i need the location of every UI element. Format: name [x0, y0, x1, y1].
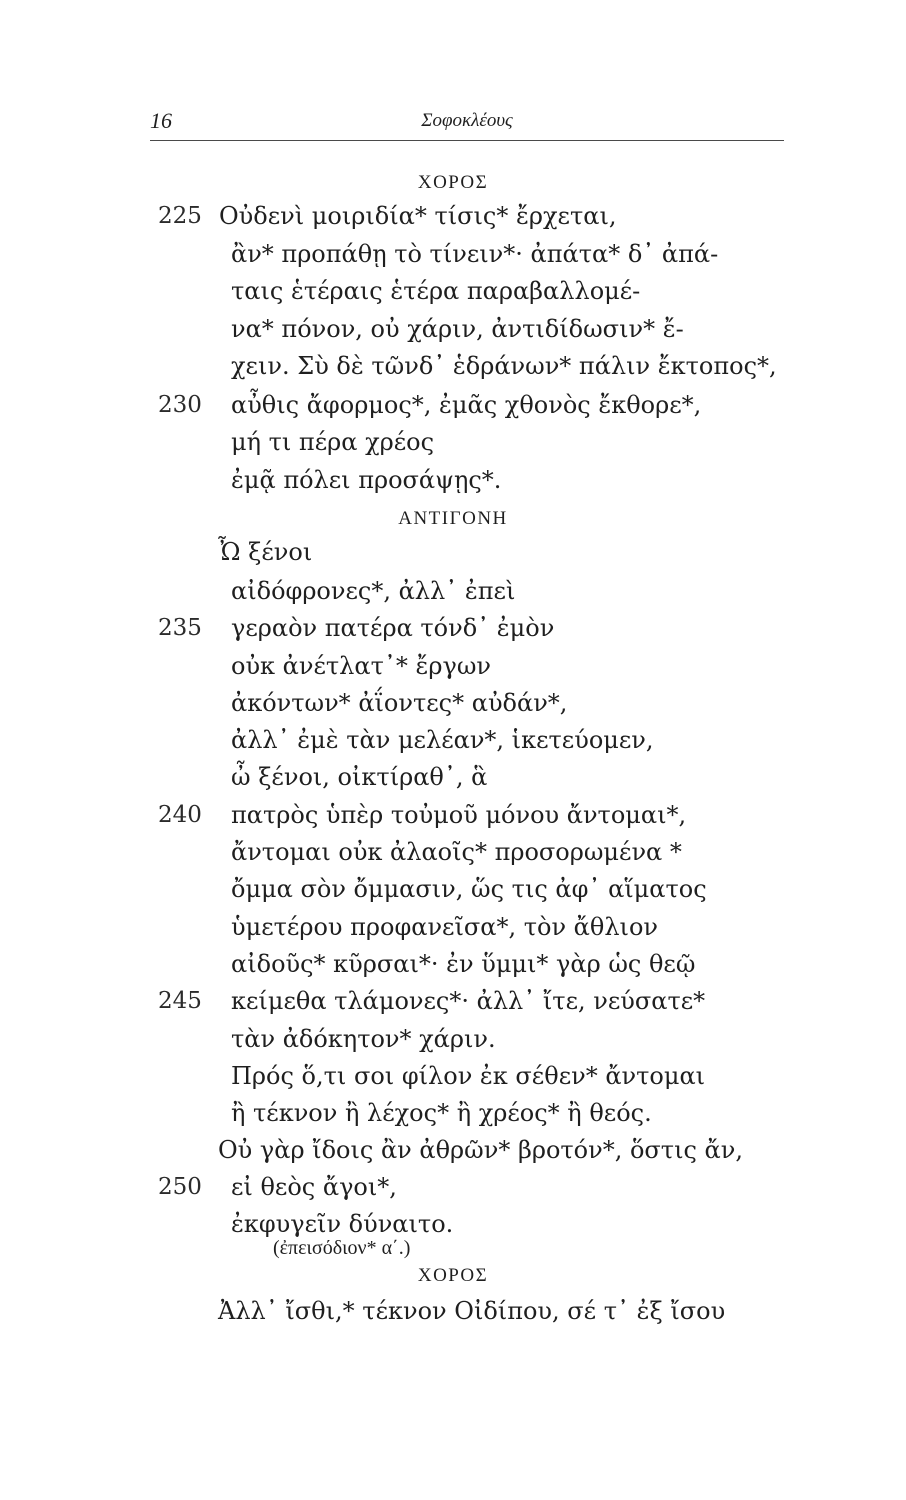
- speaker-heading: ΧΟΡΟΣ: [417, 172, 489, 193]
- verse-text: χειν. Σὺ δὲ τῶνδ᾽ ἑδράνων* πάλιν ἔκτοπος*,: [231, 352, 777, 380]
- verse-text: ταις ἑτέραις ἑτέρα παραβαλλομέ-: [231, 277, 641, 305]
- page-header: [150, 98, 784, 148]
- verse-line: [0, 796, 906, 834]
- verse-text: Πρός ὅ,τι σοι φίλον ἐκ σέθεν* ἄντομαι: [231, 1062, 706, 1090]
- verse-text: αἰδόφρονες*, ἀλλ᾽ ἐπεὶ: [231, 577, 516, 605]
- verse-text: μή τι πέρα χρέος: [231, 428, 435, 456]
- verse-line: [0, 386, 906, 424]
- verse-line: [0, 1131, 906, 1169]
- speaker-heading: ΑΝΤΙΓΟΝΗ: [398, 508, 508, 529]
- verse-text: αὖθις ἄφορμος*, ἐμᾶς χθονὸς ἔκθορε*,: [231, 391, 702, 419]
- verse-line: [0, 684, 906, 722]
- verse-line: [0, 982, 906, 1020]
- running-title: Σοφοκλέους: [421, 110, 513, 131]
- verse-text: ἄντομαι οὐκ ἀλαοῖς* προσορωμένα *: [231, 838, 682, 866]
- verse-line: [0, 235, 906, 273]
- verse-text: ἢ τέκνον ἢ λέχος* ἢ χρέος* ἢ θεός.: [231, 1099, 652, 1127]
- verse-line: [0, 721, 906, 759]
- verse-text: ἐμᾷ πόλει προσάψῃς*.: [231, 466, 502, 494]
- verse-text: εἰ θεὸς ἄγοι*,: [231, 1173, 397, 1201]
- verse-line: [0, 1020, 906, 1058]
- stage-direction: (ἐπεισόδιον* α΄.): [273, 1237, 411, 1259]
- line-number: 235: [158, 615, 202, 641]
- verse-text: Ἀλλ᾽ ἴσθι,* τέκνον Οἰδίπου, σέ τ᾽ ἐξ ἴσου: [218, 1297, 726, 1325]
- verse-text: να* πόνον, οὐ χάριν, ἀντιδίδωσιν* ἔ-: [231, 315, 684, 343]
- speaker-heading: ΧΟΡΟΣ: [417, 1265, 489, 1286]
- verse-text: αἰδοῦς* κῦρσαι*· ἐν ὕμμι* γὰρ ὡς θεῷ: [231, 950, 696, 978]
- line-number: 245: [158, 988, 202, 1014]
- verse-line: [0, 870, 906, 908]
- verse-text: κείμεθα τλάμονες*· ἀλλ᾽ ἴτε, νεύσατε*: [231, 987, 706, 1015]
- verse-line: [0, 423, 906, 461]
- line-number: 230: [158, 392, 202, 418]
- verse-text: γεραὸν πατέρα τόνδ᾽ ἐμὸν: [231, 614, 555, 642]
- verse-text: οὐκ ἀνέτλατ᾽* ἔργων: [231, 652, 491, 680]
- verse-line: [0, 945, 906, 983]
- line-number: 250: [158, 1174, 202, 1200]
- line-number: 240: [158, 802, 202, 828]
- verse-text: πατρὸς ὑπὲρ τοὐμοῦ μόνου ἄντομαι*,: [231, 801, 687, 829]
- verse-line: [0, 647, 906, 685]
- page-number: 16: [150, 108, 172, 133]
- verse-line: [0, 908, 906, 946]
- verse-text: ὦ ξένοι, οἰκτίραθ᾽, ἃ: [231, 763, 488, 791]
- verse-line: [0, 758, 906, 796]
- header-rule: [150, 140, 784, 141]
- verse-text: τὰν ἀδόκητον* χάριν.: [231, 1025, 496, 1053]
- verse-text: ὄμμα σὸν ὄμμασιν, ὥς τις ἀφ᾽ αἵματος: [231, 875, 707, 903]
- verse-line: [0, 461, 906, 499]
- verse-text: Οὐ γὰρ ἴδοις ἂν ἀθρῶν* βροτόν*, ὅστις ἄν,: [218, 1136, 743, 1164]
- verse-line: [0, 609, 906, 647]
- verse-line: [0, 533, 906, 571]
- verse-text: Οὐδενὶ μοιριδία* τίσις* ἔρχεται,: [219, 202, 617, 230]
- line-number: 225: [158, 203, 202, 229]
- verse-line: [0, 1292, 906, 1330]
- verse-text: ἐκφυγεῖν δύναιτο.: [231, 1210, 454, 1238]
- verse-text: ἀκόντων* ἀΐοντες* αὐδάν*,: [231, 689, 568, 717]
- verse-text: ἀλλ᾽ ἐμὲ τὰν μελέαν*, ἱκετεύομεν,: [231, 726, 654, 754]
- verse-line: [0, 1205, 906, 1243]
- verse-line: [0, 197, 906, 235]
- verse-text: Ὦ ξένοι: [218, 538, 313, 566]
- verse-text: ὑμετέρου προφανεῖσα*, τὸν ἄθλιον: [231, 913, 658, 941]
- verse-text: ἂν* προπάθῃ τὸ τίνειν*· ἀπάτα* δ᾽ ἀπά-: [231, 240, 719, 268]
- verse-line: [0, 347, 906, 385]
- verse-line: [0, 572, 906, 610]
- verse-line: [0, 833, 906, 871]
- verse-line: [0, 272, 906, 310]
- verse-line: [0, 1168, 906, 1206]
- verse-line: [0, 310, 906, 348]
- verse-line: [0, 1094, 906, 1132]
- verse-line: [0, 1057, 906, 1095]
